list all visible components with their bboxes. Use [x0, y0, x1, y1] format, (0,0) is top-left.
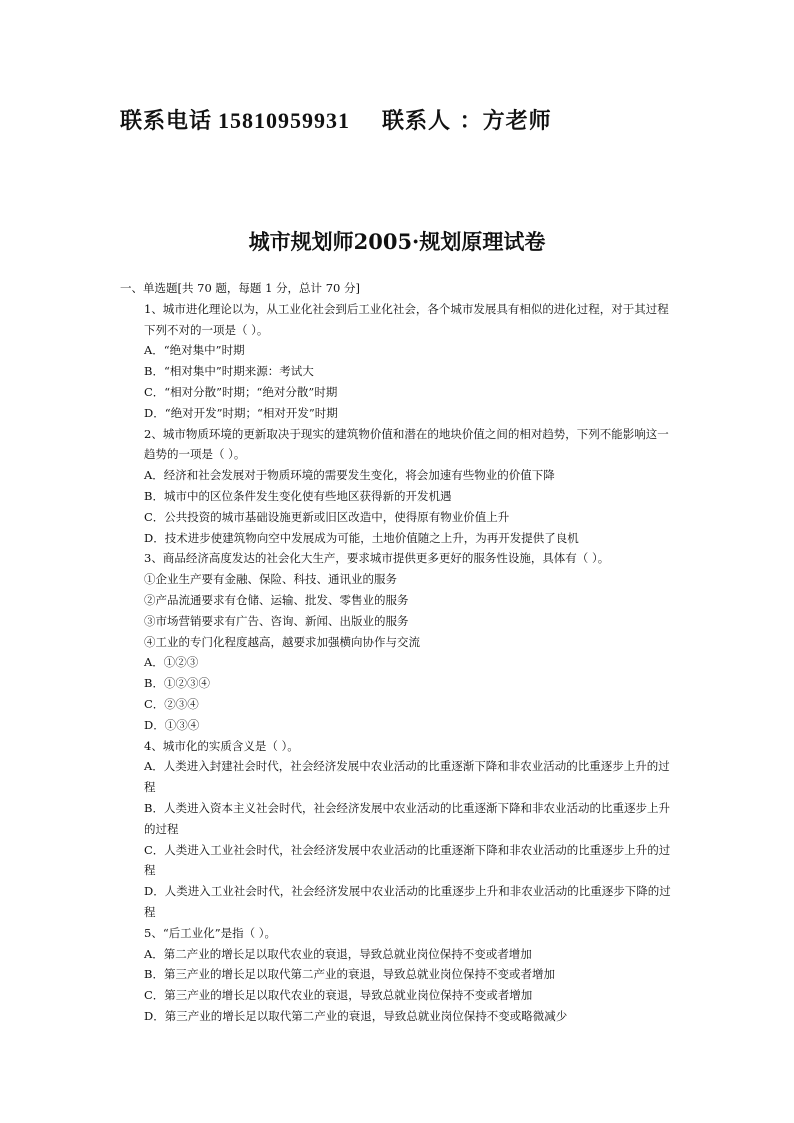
- contact-header: [120, 104, 552, 135]
- exam-content: [120, 278, 680, 1027]
- option-line: C．公共投资的城市基础设施更新或旧区改造中，使得原有物业价值上升: [144, 509, 510, 524]
- option-line: C．人类进入工业社会时代，社会经济发展中农业活动的比重逐渐下降和非农业活动的比重逐步上升的过程: [144, 842, 671, 878]
- option-line: B．人类进入资本主义社会时代，社会经济发展中农业活动的比重逐渐下降和非农业活动的比重逐步上升的过程: [144, 800, 670, 836]
- statement-line: ③市场营销要求有广告、咨询、新闻、出版业的服务: [144, 613, 409, 628]
- option-line: B．城市中的区位条件发生变化使有些地区获得新的开发机遇: [144, 488, 452, 503]
- option-line: C．②③④: [144, 696, 199, 711]
- option-line: A．第二产业的增长足以取代农业的衰退，导致总就业岗位保持不变或者增加: [144, 946, 532, 961]
- phone-label: 联系电话: [120, 108, 213, 134]
- question-line: 4、城市化的实质含义是（ ）。: [144, 738, 299, 753]
- statement-line: ④工业的专门化程度越高，越要求加强横向协作与交流: [144, 634, 420, 649]
- option-line: A．“绝对集中”时期: [144, 343, 245, 358]
- question-line: 3、商品经济高度发达的社会化大生产，要求城市提供更多更好的服务性设施，具体有（ ）。: [144, 551, 610, 566]
- statement-line: ②产品流通要求有仓储、运输、批发、零售业的服务: [144, 592, 409, 607]
- question-line: 2、城市物质环境的更新取决于现实的建筑物价值和潜在的地块价值之间的相对趋势，下列不能影响这一趋势的一项是（ ）。: [144, 426, 669, 462]
- option-line: D．人类进入工业社会时代，社会经济发展中农业活动的比重逐步上升和非农业活动的比重逐步下降的过程: [144, 884, 671, 919]
- option-line: B．“相对集中”时期来源：考试大: [144, 364, 314, 379]
- phone-number: 15810959931: [218, 108, 351, 133]
- option-line: D．①③④: [144, 717, 200, 732]
- option-line: C．第三产业的增长足以取代农业的衰退，导致总就业岗位保持不变或者增加: [144, 988, 533, 1003]
- option-line: A．①②③: [144, 655, 199, 670]
- option-line: B．第三产业的增长足以取代第二产业的衰退，导致总就业岗位保持不变或者增加: [144, 967, 555, 982]
- option-line: D．“绝对开发”时期；“相对开发”时期: [144, 405, 338, 420]
- option-line: D．第三产业的增长足以取代第二产业的衰退，导致总就业岗位保持不变或略微减少: [144, 1008, 568, 1023]
- section-heading: 一、单选题[共 70 题，每题 1 分，总计 70 分]: [120, 281, 360, 295]
- document-title: 城市规划师2005·规划原理试卷: [248, 229, 546, 254]
- option-line: A．经济和社会发展对于物质环境的需要发生变化，将会加速有些物业的价值下降: [144, 468, 555, 483]
- option-line: B．①②③④: [144, 676, 210, 691]
- statement-line: ①企业生产要有金融、保险、科技、通讯业的服务: [144, 572, 397, 587]
- question-line: 1、城市进化理论以为，从工业化社会到后工业化社会，各个城市发展具有相似的进化过程，对于其过程下列不对的一项是（ ）。: [144, 301, 669, 337]
- question-line: 5、“后工业化”是指（ ）。: [144, 925, 276, 940]
- contact-person: 联系人 ：方老师: [382, 108, 552, 134]
- question-list: [120, 299, 680, 1027]
- option-line: A．人类进入封建社会时代，社会经济发展中农业活动的比重逐渐下降和非农业活动的比重逐步上升的过程: [144, 759, 670, 795]
- option-line: D．技术进步使建筑物向空中发展成为可能，土地价值随之上升，为再开发提供了良机: [144, 530, 579, 545]
- option-line: C．“相对分散”时期；“绝对分散”时期: [144, 384, 338, 399]
